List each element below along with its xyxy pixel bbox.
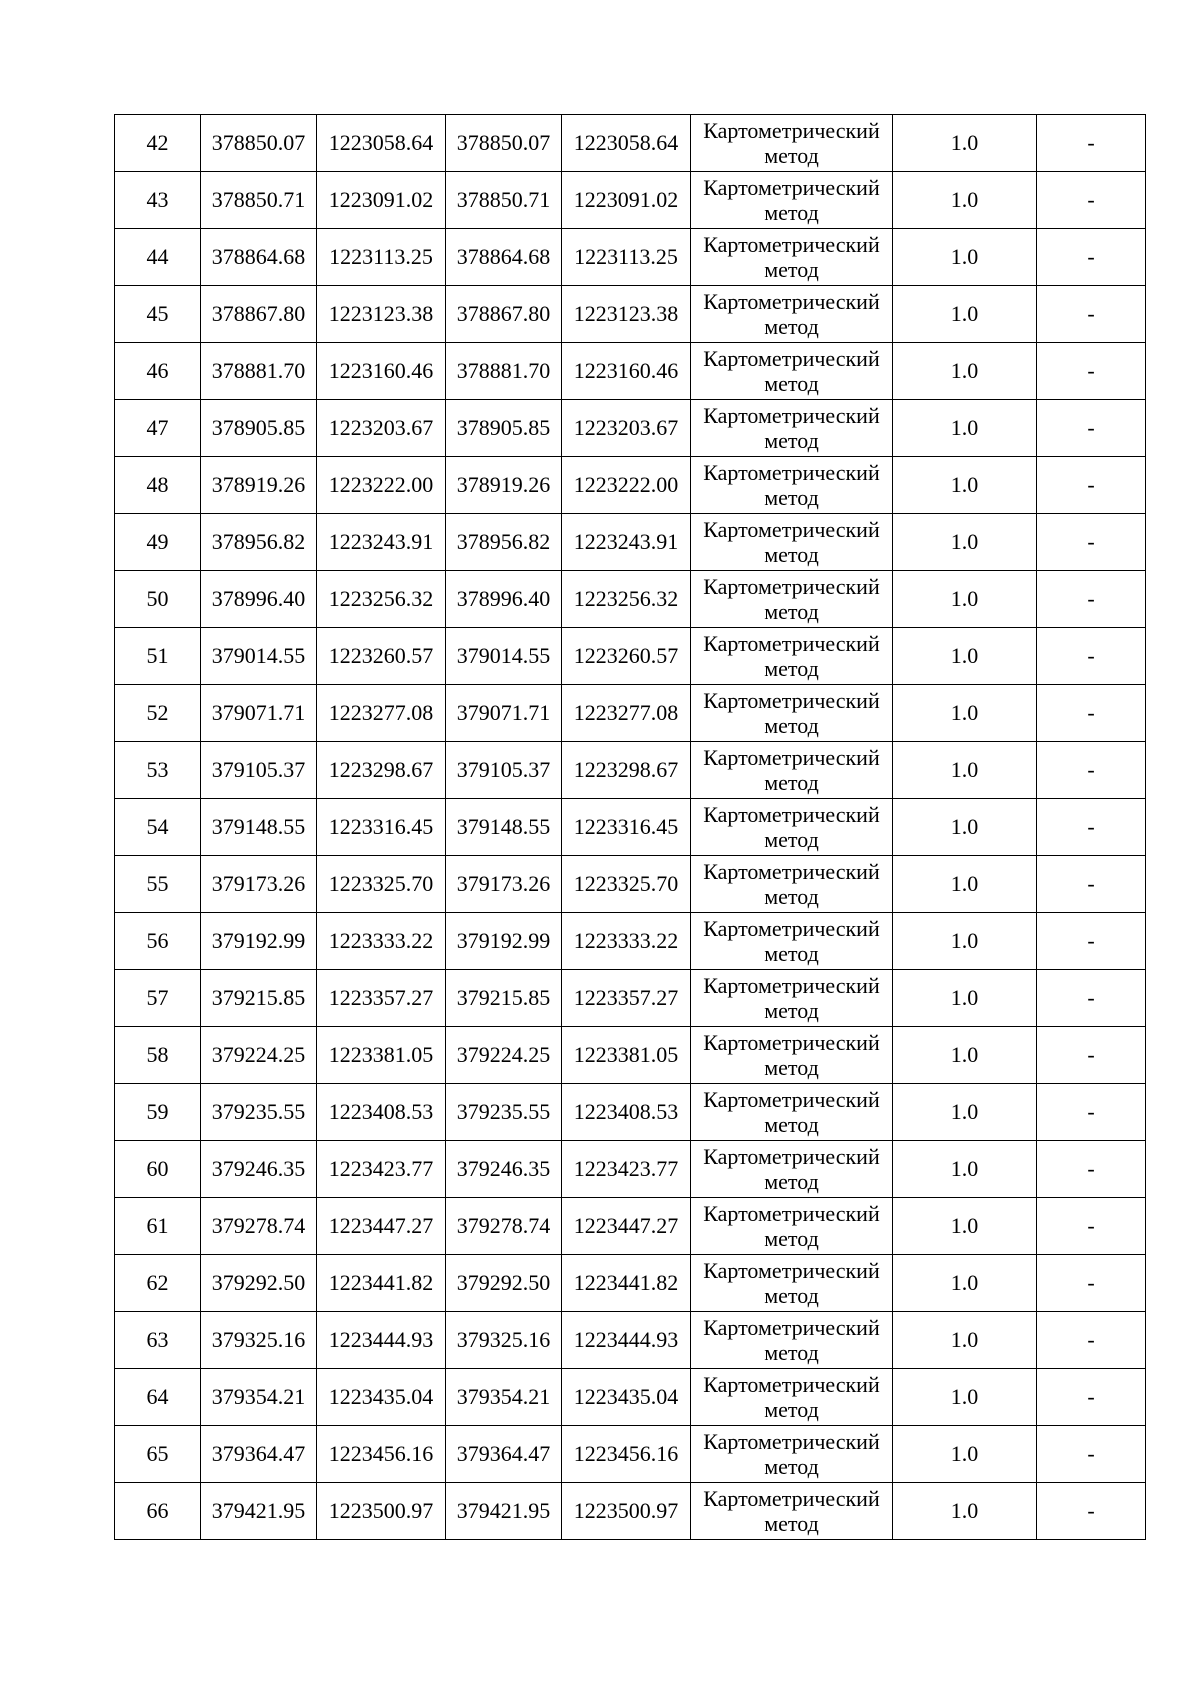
method-text-line1: Картометрический [703, 460, 880, 485]
existing-x-cell: 379325.16 [201, 1312, 317, 1369]
method-text-line2: метод [764, 1283, 819, 1308]
refined-x-cell: 379354.21 [446, 1369, 562, 1426]
existing-y-cell: 1223277.08 [317, 685, 446, 742]
existing-y-cell: 1223357.27 [317, 970, 446, 1027]
note-cell: - [1037, 1426, 1146, 1483]
existing-x-cell: 379278.74 [201, 1198, 317, 1255]
point-number-cell: 52 [115, 685, 201, 742]
refined-x-cell: 378850.07 [446, 115, 562, 172]
method-text-line1: Картометрический [703, 1372, 880, 1397]
table-row [115, 172, 1146, 229]
precision-cell: 1.0 [893, 856, 1037, 913]
point-number-cell: 66 [115, 1483, 201, 1540]
method-text-line1: Картометрический [703, 802, 880, 827]
table-row [115, 799, 1146, 856]
table-row [115, 856, 1146, 913]
method-text-line1: Картометрический [703, 859, 880, 884]
precision-cell: 1.0 [893, 1369, 1037, 1426]
refined-x-cell: 379246.35 [446, 1141, 562, 1198]
refined-x-cell: 379014.55 [446, 628, 562, 685]
method-text-line1: Картометрический [703, 1030, 880, 1055]
method-text-line1: Картометрический [703, 1258, 880, 1283]
refined-x-cell: 379215.85 [446, 970, 562, 1027]
note-cell: - [1037, 115, 1146, 172]
existing-y-cell: 1223381.05 [317, 1027, 446, 1084]
existing-x-cell: 379421.95 [201, 1483, 317, 1540]
precision-cell: 1.0 [893, 571, 1037, 628]
method-text-line1: Картометрический [703, 1087, 880, 1112]
method-cell [691, 628, 893, 685]
refined-x-cell: 379148.55 [446, 799, 562, 856]
note-cell: - [1037, 1255, 1146, 1312]
table-row [115, 343, 1146, 400]
refined-y-cell: 1223222.00 [562, 457, 691, 514]
method-text-line1: Картометрический [703, 1486, 880, 1511]
method-text-line2: метод [764, 1226, 819, 1251]
existing-y-cell: 1223203.67 [317, 400, 446, 457]
note-cell: - [1037, 1141, 1146, 1198]
precision-cell: 1.0 [893, 685, 1037, 742]
method-text-line2: метод [764, 1511, 819, 1536]
note-cell: - [1037, 685, 1146, 742]
table-row [115, 1426, 1146, 1483]
existing-y-cell: 1223456.16 [317, 1426, 446, 1483]
table-row [115, 1369, 1146, 1426]
point-number-cell: 44 [115, 229, 201, 286]
method-text-line1: Картометрический [703, 688, 880, 713]
note-cell: - [1037, 172, 1146, 229]
precision-cell: 1.0 [893, 1483, 1037, 1540]
table-row [115, 742, 1146, 799]
method-cell [691, 1483, 893, 1540]
method-cell [691, 799, 893, 856]
existing-x-cell: 379246.35 [201, 1141, 317, 1198]
method-cell [691, 1084, 893, 1141]
refined-x-cell: 379364.47 [446, 1426, 562, 1483]
point-number-cell: 60 [115, 1141, 201, 1198]
precision-cell: 1.0 [893, 628, 1037, 685]
existing-x-cell: 379192.99 [201, 913, 317, 970]
table-row [115, 1312, 1146, 1369]
method-text-line2: метод [764, 542, 819, 567]
method-text-line2: метод [764, 1454, 819, 1479]
table-row [115, 970, 1146, 1027]
note-cell: - [1037, 286, 1146, 343]
refined-y-cell: 1223325.70 [562, 856, 691, 913]
refined-y-cell: 1223298.67 [562, 742, 691, 799]
method-text-line2: метод [764, 1112, 819, 1137]
refined-x-cell: 379235.55 [446, 1084, 562, 1141]
table-row [115, 286, 1146, 343]
note-cell: - [1037, 457, 1146, 514]
point-number-cell: 54 [115, 799, 201, 856]
precision-cell: 1.0 [893, 115, 1037, 172]
point-number-cell: 43 [115, 172, 201, 229]
method-text-line1: Картометрический [703, 346, 880, 371]
method-cell [691, 685, 893, 742]
method-cell [691, 1141, 893, 1198]
precision-cell: 1.0 [893, 286, 1037, 343]
table-row [115, 1255, 1146, 1312]
point-number-cell: 46 [115, 343, 201, 400]
method-text-line2: метод [764, 257, 819, 282]
precision-cell: 1.0 [893, 913, 1037, 970]
point-number-cell: 47 [115, 400, 201, 457]
point-number-cell: 62 [115, 1255, 201, 1312]
refined-y-cell: 1223243.91 [562, 514, 691, 571]
method-cell [691, 1312, 893, 1369]
method-cell [691, 1027, 893, 1084]
method-text-line2: метод [764, 143, 819, 168]
method-text-line1: Картометрический [703, 973, 880, 998]
refined-y-cell: 1223123.38 [562, 286, 691, 343]
existing-x-cell: 378905.85 [201, 400, 317, 457]
method-text-line1: Картометрический [703, 403, 880, 428]
point-number-cell: 58 [115, 1027, 201, 1084]
method-cell [691, 286, 893, 343]
method-cell [691, 970, 893, 1027]
existing-y-cell: 1223256.32 [317, 571, 446, 628]
precision-cell: 1.0 [893, 400, 1037, 457]
method-cell [691, 514, 893, 571]
refined-y-cell: 1223160.46 [562, 343, 691, 400]
refined-y-cell: 1223423.77 [562, 1141, 691, 1198]
note-cell: - [1037, 514, 1146, 571]
precision-cell: 1.0 [893, 172, 1037, 229]
refined-y-cell: 1223381.05 [562, 1027, 691, 1084]
point-number-cell: 64 [115, 1369, 201, 1426]
method-cell [691, 457, 893, 514]
refined-x-cell: 379173.26 [446, 856, 562, 913]
method-cell [691, 1255, 893, 1312]
precision-cell: 1.0 [893, 1426, 1037, 1483]
point-number-cell: 61 [115, 1198, 201, 1255]
method-text-line1: Картометрический [703, 232, 880, 257]
existing-y-cell: 1223222.00 [317, 457, 446, 514]
refined-y-cell: 1223203.67 [562, 400, 691, 457]
point-number-cell: 42 [115, 115, 201, 172]
method-text-line2: метод [764, 314, 819, 339]
precision-cell: 1.0 [893, 229, 1037, 286]
point-number-cell: 48 [115, 457, 201, 514]
method-text-line1: Картометрический [703, 916, 880, 941]
note-cell: - [1037, 799, 1146, 856]
method-text-line2: метод [764, 827, 819, 852]
table-row [115, 1141, 1146, 1198]
refined-x-cell: 379421.95 [446, 1483, 562, 1540]
method-cell [691, 343, 893, 400]
refined-x-cell: 379325.16 [446, 1312, 562, 1369]
existing-x-cell: 378864.68 [201, 229, 317, 286]
refined-x-cell: 378905.85 [446, 400, 562, 457]
method-text-line2: метод [764, 599, 819, 624]
point-number-cell: 51 [115, 628, 201, 685]
note-cell: - [1037, 628, 1146, 685]
refined-y-cell: 1223441.82 [562, 1255, 691, 1312]
existing-x-cell: 379148.55 [201, 799, 317, 856]
refined-x-cell: 379071.71 [446, 685, 562, 742]
existing-y-cell: 1223243.91 [317, 514, 446, 571]
existing-y-cell: 1223500.97 [317, 1483, 446, 1540]
method-text-line2: метод [764, 200, 819, 225]
note-cell: - [1037, 1027, 1146, 1084]
refined-y-cell: 1223408.53 [562, 1084, 691, 1141]
refined-y-cell: 1223277.08 [562, 685, 691, 742]
method-cell [691, 1369, 893, 1426]
point-number-cell: 50 [115, 571, 201, 628]
refined-x-cell: 379192.99 [446, 913, 562, 970]
refined-x-cell: 378850.71 [446, 172, 562, 229]
refined-x-cell: 379278.74 [446, 1198, 562, 1255]
existing-y-cell: 1223447.27 [317, 1198, 446, 1255]
existing-y-cell: 1223441.82 [317, 1255, 446, 1312]
point-number-cell: 65 [115, 1426, 201, 1483]
table-row [115, 628, 1146, 685]
existing-x-cell: 378850.71 [201, 172, 317, 229]
table-row [115, 1084, 1146, 1141]
precision-cell: 1.0 [893, 1312, 1037, 1369]
refined-y-cell: 1223444.93 [562, 1312, 691, 1369]
method-text-line2: метод [764, 770, 819, 795]
refined-x-cell: 378956.82 [446, 514, 562, 571]
note-cell: - [1037, 400, 1146, 457]
method-text-line1: Картометрический [703, 1315, 880, 1340]
note-cell: - [1037, 1369, 1146, 1426]
note-cell: - [1037, 856, 1146, 913]
point-number-cell: 45 [115, 286, 201, 343]
method-text-line2: метод [764, 485, 819, 510]
precision-cell: 1.0 [893, 1084, 1037, 1141]
existing-y-cell: 1223333.22 [317, 913, 446, 970]
method-text-line1: Картометрический [703, 574, 880, 599]
method-text-line1: Картометрический [703, 175, 880, 200]
table-row [115, 913, 1146, 970]
refined-y-cell: 1223058.64 [562, 115, 691, 172]
method-text-line1: Картометрический [703, 289, 880, 314]
method-cell [691, 742, 893, 799]
method-text-line2: метод [764, 656, 819, 681]
note-cell: - [1037, 970, 1146, 1027]
existing-y-cell: 1223123.38 [317, 286, 446, 343]
method-text-line2: метод [764, 428, 819, 453]
existing-x-cell: 379364.47 [201, 1426, 317, 1483]
existing-y-cell: 1223260.57 [317, 628, 446, 685]
existing-y-cell: 1223435.04 [317, 1369, 446, 1426]
table-row [115, 229, 1146, 286]
note-cell: - [1037, 1084, 1146, 1141]
method-text-line2: метод [764, 1169, 819, 1194]
existing-x-cell: 379173.26 [201, 856, 317, 913]
point-number-cell: 55 [115, 856, 201, 913]
existing-x-cell: 379292.50 [201, 1255, 317, 1312]
table-row [115, 400, 1146, 457]
existing-x-cell: 378956.82 [201, 514, 317, 571]
refined-y-cell: 1223435.04 [562, 1369, 691, 1426]
note-cell: - [1037, 1312, 1146, 1369]
existing-x-cell: 378881.70 [201, 343, 317, 400]
precision-cell: 1.0 [893, 1255, 1037, 1312]
method-text-line1: Картометрический [703, 631, 880, 656]
method-text-line1: Картометрический [703, 745, 880, 770]
existing-x-cell: 379354.21 [201, 1369, 317, 1426]
existing-x-cell: 378867.80 [201, 286, 317, 343]
existing-x-cell: 379014.55 [201, 628, 317, 685]
refined-x-cell: 378881.70 [446, 343, 562, 400]
note-cell: - [1037, 913, 1146, 970]
method-cell [691, 115, 893, 172]
refined-y-cell: 1223500.97 [562, 1483, 691, 1540]
method-cell [691, 1198, 893, 1255]
point-number-cell: 59 [115, 1084, 201, 1141]
method-text-line2: метод [764, 884, 819, 909]
existing-y-cell: 1223316.45 [317, 799, 446, 856]
existing-x-cell: 379215.85 [201, 970, 317, 1027]
existing-y-cell: 1223325.70 [317, 856, 446, 913]
table-row [115, 514, 1146, 571]
method-text-line2: метод [764, 371, 819, 396]
coordinates-table [114, 114, 1146, 1540]
existing-y-cell: 1223058.64 [317, 115, 446, 172]
refined-y-cell: 1223333.22 [562, 913, 691, 970]
existing-x-cell: 378850.07 [201, 115, 317, 172]
refined-y-cell: 1223357.27 [562, 970, 691, 1027]
note-cell: - [1037, 1198, 1146, 1255]
refined-x-cell: 379224.25 [446, 1027, 562, 1084]
method-cell [691, 400, 893, 457]
method-text-line2: метод [764, 998, 819, 1023]
precision-cell: 1.0 [893, 742, 1037, 799]
existing-y-cell: 1223160.46 [317, 343, 446, 400]
refined-x-cell: 378867.80 [446, 286, 562, 343]
method-cell [691, 229, 893, 286]
refined-y-cell: 1223316.45 [562, 799, 691, 856]
table-row [115, 571, 1146, 628]
existing-y-cell: 1223423.77 [317, 1141, 446, 1198]
note-cell: - [1037, 571, 1146, 628]
refined-y-cell: 1223447.27 [562, 1198, 691, 1255]
method-text-line2: метод [764, 1055, 819, 1080]
precision-cell: 1.0 [893, 1141, 1037, 1198]
note-cell: - [1037, 229, 1146, 286]
method-cell [691, 571, 893, 628]
existing-x-cell: 379224.25 [201, 1027, 317, 1084]
note-cell: - [1037, 742, 1146, 799]
table-row [115, 685, 1146, 742]
method-text-line2: метод [764, 1340, 819, 1365]
precision-cell: 1.0 [893, 343, 1037, 400]
refined-x-cell: 378864.68 [446, 229, 562, 286]
precision-cell: 1.0 [893, 1198, 1037, 1255]
method-cell [691, 172, 893, 229]
refined-x-cell: 378919.26 [446, 457, 562, 514]
method-text-line1: Картометрический [703, 118, 880, 143]
existing-y-cell: 1223444.93 [317, 1312, 446, 1369]
precision-cell: 1.0 [893, 970, 1037, 1027]
method-text-line1: Картометрический [703, 1201, 880, 1226]
method-text-line2: метод [764, 1397, 819, 1422]
point-number-cell: 56 [115, 913, 201, 970]
point-number-cell: 57 [115, 970, 201, 1027]
refined-x-cell: 378996.40 [446, 571, 562, 628]
table-row [115, 115, 1146, 172]
note-cell: - [1037, 343, 1146, 400]
existing-x-cell: 378996.40 [201, 571, 317, 628]
method-cell [691, 1426, 893, 1483]
refined-y-cell: 1223256.32 [562, 571, 691, 628]
table-body [115, 115, 1146, 1540]
existing-y-cell: 1223408.53 [317, 1084, 446, 1141]
refined-x-cell: 379292.50 [446, 1255, 562, 1312]
table-row [115, 1198, 1146, 1255]
existing-y-cell: 1223113.25 [317, 229, 446, 286]
precision-cell: 1.0 [893, 799, 1037, 856]
existing-x-cell: 378919.26 [201, 457, 317, 514]
method-text-line1: Картометрический [703, 517, 880, 542]
refined-y-cell: 1223091.02 [562, 172, 691, 229]
method-cell [691, 913, 893, 970]
note-cell: - [1037, 1483, 1146, 1540]
refined-y-cell: 1223456.16 [562, 1426, 691, 1483]
method-cell [691, 856, 893, 913]
point-number-cell: 49 [115, 514, 201, 571]
refined-x-cell: 379105.37 [446, 742, 562, 799]
method-text-line1: Картометрический [703, 1144, 880, 1169]
refined-y-cell: 1223260.57 [562, 628, 691, 685]
precision-cell: 1.0 [893, 1027, 1037, 1084]
point-number-cell: 63 [115, 1312, 201, 1369]
table-row [115, 1027, 1146, 1084]
precision-cell: 1.0 [893, 457, 1037, 514]
method-text-line2: метод [764, 941, 819, 966]
point-number-cell: 53 [115, 742, 201, 799]
existing-y-cell: 1223298.67 [317, 742, 446, 799]
existing-y-cell: 1223091.02 [317, 172, 446, 229]
table-row [115, 457, 1146, 514]
refined-y-cell: 1223113.25 [562, 229, 691, 286]
method-text-line1: Картометрический [703, 1429, 880, 1454]
existing-x-cell: 379235.55 [201, 1084, 317, 1141]
method-text-line2: метод [764, 713, 819, 738]
existing-x-cell: 379071.71 [201, 685, 317, 742]
precision-cell: 1.0 [893, 514, 1037, 571]
existing-x-cell: 379105.37 [201, 742, 317, 799]
table-row [115, 1483, 1146, 1540]
